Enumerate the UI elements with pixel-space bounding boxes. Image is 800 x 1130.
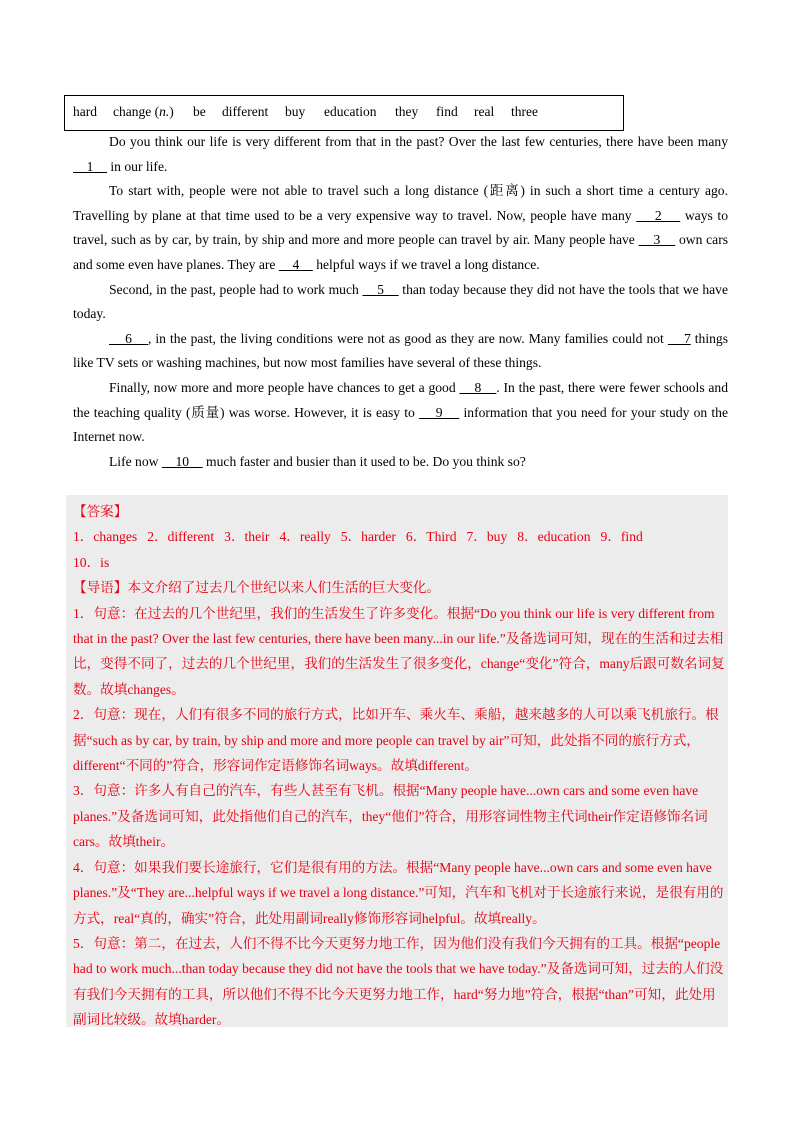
word-buy: buy xyxy=(285,104,306,119)
answer-key-3: 3．their xyxy=(224,529,270,545)
explanation-1: 1．句意：在过去的几个世纪里，我们的生活发生了许多变化。根据“Do you think our life is very different from that in the past? Over the last few centuries, there have been many...in our life.”及备选词可知，现在的生活和过去相比，变得不同了，过去的几个世纪里，我们的生活发生了很多变化，change“变化”符合，many后跟可数名词复数。故填changes。 xyxy=(73,605,725,697)
word-different: different xyxy=(222,104,269,119)
answer-key-8: 8．education xyxy=(517,529,591,545)
explanation-5: 5．句意：第二，在过去，人们不得不比今天更努力地工作，因为他们没有我们今天拥有的工具。根据“people had to work much...than today because they did not have the tools that we have today.”及备选词可知，过去的人们没有我们今天拥有的工具，所以他们不得不比今天更努力地工作，hard“努力地”符合，根据“than”可知，此处用副词比较级。故填harder。 xyxy=(73,935,724,1028)
answer-key-9: 9．find xyxy=(600,529,643,545)
answer-key-1: 1．changes xyxy=(73,529,138,545)
explanation-3: 3．句意：许多人有自己的汽车，有些人甚至有飞机。根据“Many people have...own cars and some even have planes.”及备选词可知，此处指他们自己的汽车，they“他们”符合，用形容词性物主代词their作定语修饰名词cars。故填their。 xyxy=(73,783,708,850)
blank-10: 10 xyxy=(161,453,203,469)
answer-section xyxy=(66,495,728,1027)
word-hard: hard xyxy=(73,104,97,119)
word-they: they xyxy=(395,104,419,119)
passage-paragraph-3: Second, in the past, people had to work much 5 than today because they did not have the tools that we have today. xyxy=(73,281,729,322)
passage-paragraph-5: Finally, now more and more people have chances to get a good 8 . In the past, there were fewer schools and the teaching quality (质量) was worse. However, it is easy to 9 information that you need for your study on the Internet now. xyxy=(73,379,729,445)
cloze-passage xyxy=(73,130,728,474)
passage-paragraph-1: Do you think our life is very different from that in the past? Over the last few centuries, there have been many 1 in our life. xyxy=(73,134,728,174)
passage-paragraph-2: To start with, people were not able to travel such a long distance (距离) in such a short time a century ago. Travelling by plane at that time used to be a very expensive way to travel. Now, people have many 2 ways to travel, such as by car, by train, by ship and more and more people can travel by air. Many people have 3 own cars and some even have planes. They are 4 helpful ways if we travel a long distance. xyxy=(73,183,729,272)
blank-1: 1 xyxy=(73,158,107,174)
blank-9: 9 xyxy=(419,404,460,420)
word-find: find xyxy=(436,104,458,119)
answer-key-5: 5．harder xyxy=(340,529,396,545)
word-three: three xyxy=(511,104,538,119)
blank-3: 3 xyxy=(638,232,676,248)
answer-intro: 【导语】本文介绍了过去几个世纪以来人们生活的巨大变化。 xyxy=(73,580,441,596)
explanation-4: 4．句意：如果我们要长途旅行，它们是很有用的方法。根据“Many people have...own cars and some even have planes.”及“They are...helpful ways if we travel a long distance.”可知，汽车和飞机对于长途旅行来说，是很有用的方式，real“真的，确实”符合，此处用副词really修饰形容词helpful。故填really。 xyxy=(73,859,724,926)
passage-paragraph-4: 6 , in the past, the living conditions were not as good as they are now. Many families could not 7 things like TV sets or washing machines, but now most families have several of these things. xyxy=(73,330,729,371)
answer-key-10: 10．is xyxy=(73,554,110,570)
passage-paragraph-6: Life now 10 much faster and busier than it used to be. Do you think so? xyxy=(109,453,526,469)
blank-7: 7 xyxy=(667,330,691,346)
word-real: real xyxy=(474,104,495,119)
answer-key-2: 2．different xyxy=(147,529,215,545)
blank-2: 2 xyxy=(636,207,681,223)
word-be: be xyxy=(193,104,206,119)
word-education: education xyxy=(324,104,377,119)
word-bank-box xyxy=(64,95,624,131)
blank-4: 4 xyxy=(278,256,313,272)
answer-key-6: 6．Third xyxy=(405,529,457,545)
blank-8: 8 xyxy=(459,379,497,395)
answer-key-7: 7．buy xyxy=(466,529,508,545)
blank-6: 6 xyxy=(109,330,148,346)
word-change-n: change (n.) xyxy=(113,104,174,119)
explanation-2: 2．句意：现在，人们有很多不同的旅行方式，比如开车、乘火车、乘船，越来越多的人可以乘飞机旅行。根据“such as by car, by train, by ship and more and more people can travel by air”可知，此处指不同的旅行方式，different“不同的”符合，形容词作定语修饰名词ways。故填different。 xyxy=(73,707,719,774)
blank-5: 5 xyxy=(362,281,399,297)
answer-key-list xyxy=(73,524,728,549)
answer-header: 【答案】 xyxy=(73,504,128,519)
answer-key-4: 4．really xyxy=(279,529,331,545)
